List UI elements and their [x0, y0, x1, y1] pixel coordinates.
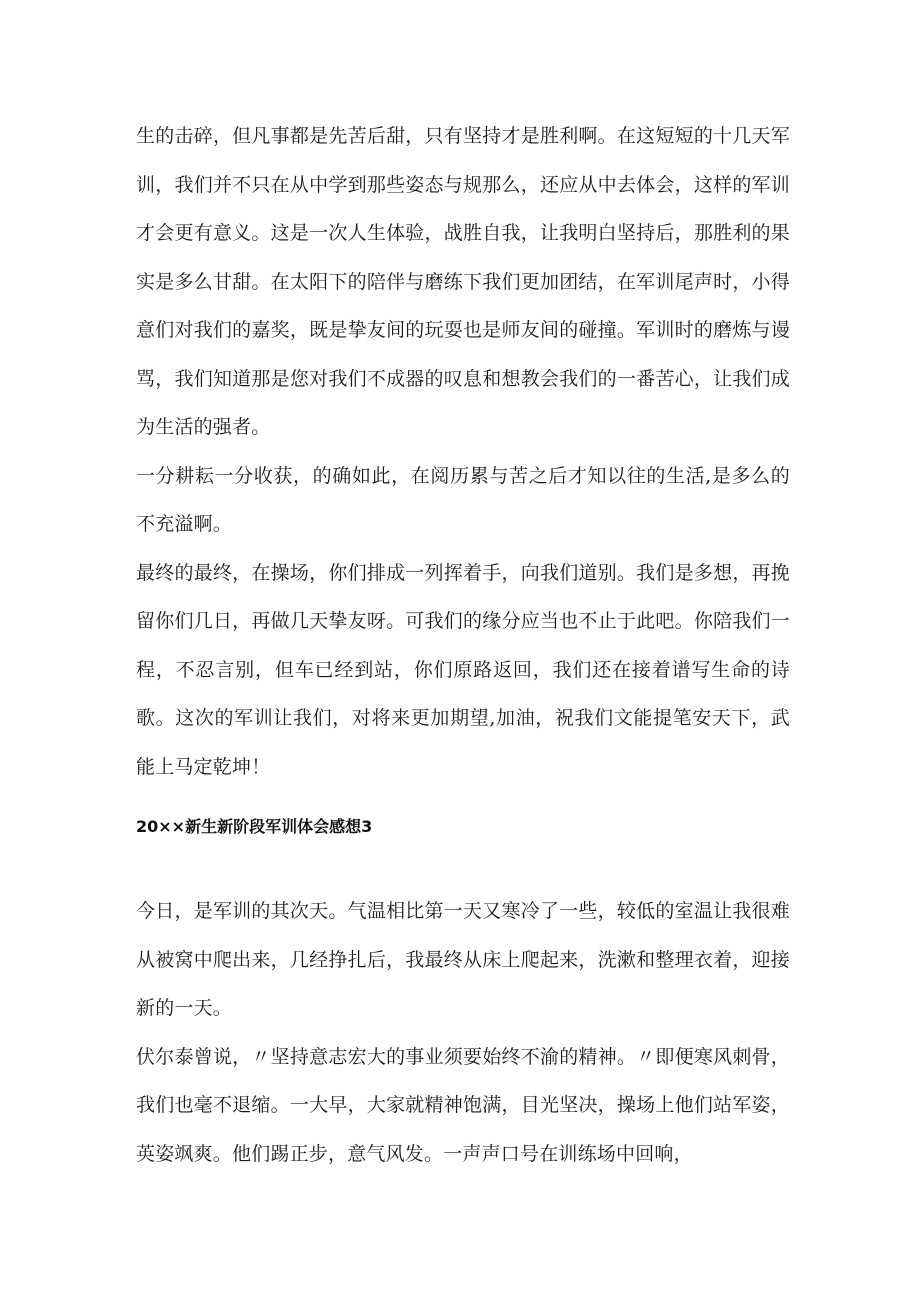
section-heading: 20××新生新阶段军训体会感想3: [136, 817, 373, 836]
paragraph: 最终的最终，在操场，你们排成一列挥着手，向我们道别。我们是多想，再挽留你们几日，再做几天挚友呀。可我们的缘分应当也不止于此吧。你陪我们一程，不忍言别，但车已经到站，你们原路返回，我们还在接着谱写生命的诗歌。这次的军训让我们，对将来更加期望,加油，祝我们文能提笔安天下，武能上马定乾坤！: [136, 561, 790, 778]
paragraph: 今日，是军训的其次天。气温相比第一天又寒冷了一些，较低的室温让我很难从被窝中爬出来，几经挣扎后，我最终从床上爬起来，洗漱和整理衣着，迎接新的一天。: [136, 900, 790, 1019]
paragraph: 伏尔泰曾说，〃坚持意志宏大的事业须要始终不渝的精神。〃即便寒风刺骨，我们也毫不退缩。一大早，大家就精神饱满，目光坚决，操场上他们站军姿，英姿飒爽。他们踢正步，意气风发。一声声口号在训练场中回响，: [136, 1045, 790, 1165]
paragraph: 一分耕耘一分收获，的确如此，在阅历累与苦之后才知以往的生活,是多么的不充溢啊。: [136, 464, 790, 535]
document-body: [136, 112, 790, 1178]
paragraph: 生的击碎，但凡事都是先苦后甜，只有坚持才是胜利啊。在这短短的十几天军训，我们并不只在从中学到那些姿态与规那么，还应从中去体会，这样的军训才会更有意义。这是一次人生体验，战胜自我，让我明白坚持后，那胜利的果实是多么甘甜。在太阳下的陪伴与磨练下我们更加团结，在军训尾声时，小得意们对我们的嘉奖，既是挚友间的玩耍也是师友间的碰撞。军训时的磨炼与谩骂，我们知道那是您对我们不成器的叹息和想教会我们的一番苦心，让我们成为生活的强者。: [136, 125, 790, 438]
